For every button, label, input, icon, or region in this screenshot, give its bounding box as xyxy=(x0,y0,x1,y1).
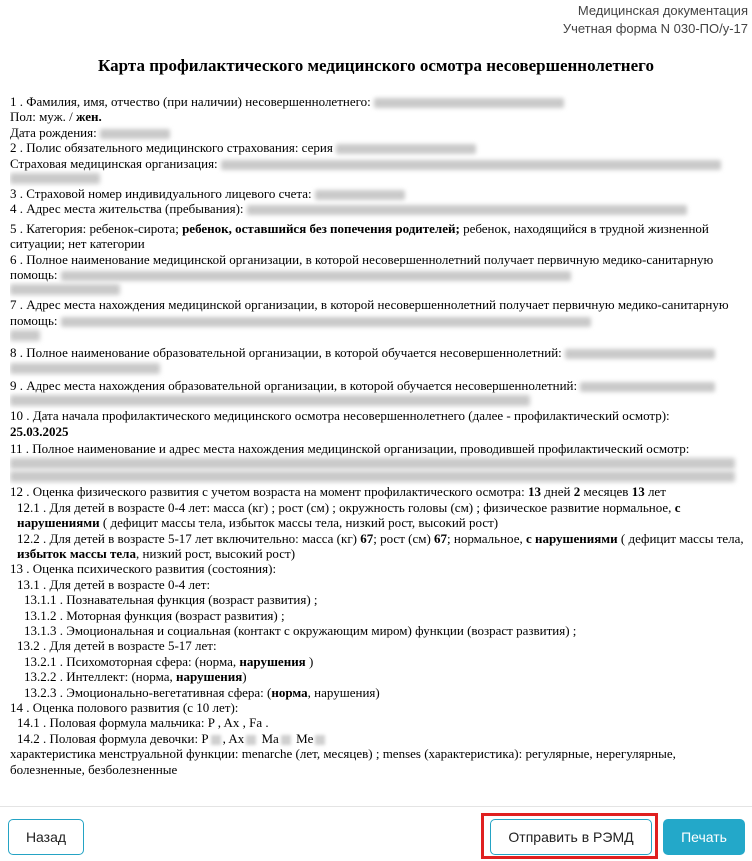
item-7: 7 . Адрес места нахождения медицинской организации, в которой несовершеннолетний получает первичную медико-санитарную помощь: xyxy=(10,297,729,328)
item-14-2: 14.2 . Половая формула девочки: P , Ax Ma Me xyxy=(10,731,745,746)
item-13-1-3: 13.1.3 . Эмоциональная и социальная (контакт с окружающим миром) функции (возраст развития) ; xyxy=(24,622,577,638)
header-line-1: Медицинская документация xyxy=(577,3,748,18)
item-13-1-2: 13.1.2 . Моторная функция (возраст развития) ; xyxy=(24,607,285,623)
item-11: 11 . Полное наименование и адрес места нахождения медицинской организации, проводившей профилактический осмотр: xyxy=(10,440,690,456)
item-14-1: 14.1 . Половая формула мальчика: P , Ax , Fa . xyxy=(17,715,269,731)
redacted-insurer xyxy=(221,160,721,170)
redacted-exam-org-1 xyxy=(10,458,735,469)
insurer-line: Страховая медицинская организация: xyxy=(10,156,745,171)
header-line-2: Учетная форма N 030-ПО/у-17 xyxy=(562,21,748,36)
redacted-org-address-cont xyxy=(10,330,40,341)
item-13-1: 13.1 . Для детей в возрасте 0-4 лет: xyxy=(17,576,211,592)
document-body[interactable] xyxy=(10,94,745,806)
menstrual-line: характеристика менструальной функции: menarche (лет, месяцев) ; menses (характеристика): регулярные, нерегулярные, болезненные, безболезненные xyxy=(10,746,676,777)
item-4: 4 . Адрес места жительства (пребывания): xyxy=(10,201,745,216)
back-button[interactable]: Назад xyxy=(8,819,84,855)
redacted-value xyxy=(211,735,221,745)
footer-bar xyxy=(0,806,752,861)
item-13-2-1: 13.2.1 . Психомоторная сфера: (норма, нарушения ) xyxy=(24,653,314,669)
redacted-value xyxy=(315,735,325,745)
item-9: 9 . Адрес места нахождения образовательной организации, в которой обучается несовершеннолетний: xyxy=(10,378,745,393)
redacted-insurer-cont xyxy=(10,173,100,184)
item-12-1: 12.1 . Для детей в возрасте 0-4 лет: масса (кг) ; рост (см) ; окружность головы (см) ; физическое развитие нормальное, с нарушениями ( дефицит массы тела, избыток массы тела, низкий рост, высокий рост) xyxy=(17,499,681,531)
redacted-org xyxy=(61,271,571,281)
item-3: 3 . Страховой номер индивидуального лицевого счета: xyxy=(10,186,745,201)
redacted-org-cont xyxy=(10,284,120,295)
item-6: 6 . Полное наименование медицинской организации, в которой несовершеннолетний получает первичную медико-санитарную помощь: xyxy=(10,251,714,283)
redacted-school-address xyxy=(580,382,715,392)
item-13-2-3: 13.2.3 . Эмоционально-вегетативная сфера: (норма, нарушения) xyxy=(24,684,380,700)
item-14: 14 . Оценка полового развития (с 10 лет): xyxy=(10,700,239,715)
item-5: 5 . Категория: ребенок-сирота; ребенок, оставшийся без попечения родителей; ребенок, находящийся в трудной жизненной ситуации; нет категории xyxy=(10,220,709,252)
redacted-policy xyxy=(336,144,476,154)
redacted-exam-org-2 xyxy=(10,471,735,482)
redacted-org-address xyxy=(61,317,591,327)
redacted-address xyxy=(247,205,687,215)
send-remd-button[interactable]: Отправить в РЭМД xyxy=(490,819,652,855)
form-header xyxy=(563,2,748,38)
item-8: 8 . Полное наименование образовательной организации, в которой обучается несовершеннолетний: xyxy=(10,345,745,360)
sex-line: Пол: муж. / жен. xyxy=(10,109,102,125)
redacted-school xyxy=(565,349,715,359)
item-13-2: 13.2 . Для детей в возрасте 5-17 лет: xyxy=(17,638,217,654)
item-10-date: 25.03.2025 xyxy=(10,423,69,439)
item-12: 12 . Оценка физического развития с учетом возраста на момент профилактического осмотра: 13 дней 2 месяцев 13 лет xyxy=(10,484,666,500)
redacted-name xyxy=(374,98,564,108)
redacted-value xyxy=(281,735,291,745)
dob-line: Дата рождения: xyxy=(10,125,745,140)
redacted-school-cont xyxy=(10,363,160,374)
item-12-2: 12.2 . Для детей в возрасте 5-17 лет включительно: масса (кг) 67; рост (см) 67; нормальное, с нарушениями ( дефицит массы тела, избыток массы тела, низкий рост, высокий рост) xyxy=(17,530,744,561)
item-1: 1 . Фамилия, имя, отчество (при наличии) несовершеннолетнего: xyxy=(10,94,745,109)
item-13-1-1: 13.1.1 . Познавательная функция (возраст развития) ; xyxy=(24,592,318,608)
document-title: Карта профилактического медицинского осмотра несовершеннолетнего xyxy=(98,56,654,75)
redacted-value xyxy=(246,735,256,745)
redacted-dob xyxy=(100,129,170,139)
item-2: 2 . Полис обязательного медицинского страхования: серия xyxy=(10,140,745,155)
print-button[interactable]: Печать xyxy=(663,819,745,855)
sex-value: жен. xyxy=(75,109,102,125)
item-13: 13 . Оценка психического развития (состояния): xyxy=(10,561,277,577)
item-13-2-2: 13.2.2 . Интеллект: (норма, нарушения) xyxy=(24,669,247,685)
redacted-school-address-cont xyxy=(10,395,530,406)
redacted-snils xyxy=(315,190,405,200)
item-10: 10 . Дата начала профилактического медицинского осмотра несовершеннолетнего (далее - профилактический осмотр): xyxy=(10,408,670,424)
